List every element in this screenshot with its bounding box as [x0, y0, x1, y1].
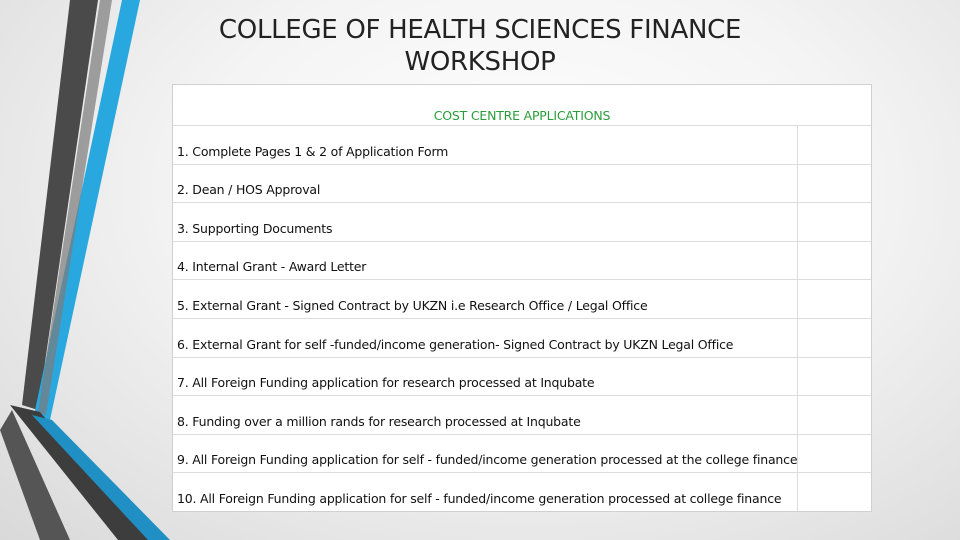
- cost-centre-table: [172, 84, 872, 512]
- row-text: 8. Funding over a million rands for research processed at Inqubate: [177, 413, 581, 429]
- slide-title: [180, 14, 780, 78]
- row-side-cell: [797, 319, 871, 357]
- row-text: 10. All Foreign Funding application for self - funded/income generation processed at college finance: [177, 490, 782, 506]
- title-line-2: WORKSHOP: [404, 47, 556, 77]
- table-row: [173, 395, 871, 434]
- title-line-1: COLLEGE OF HEALTH SCIENCES FINANCE: [218, 15, 742, 45]
- row-side-cell: [797, 126, 871, 164]
- row-text: 3. Supporting Documents: [177, 220, 333, 236]
- table-row: [173, 241, 871, 280]
- row-text: 6. External Grant for self -funded/income generation- Signed Contract by UKZN Legal Office: [177, 336, 734, 352]
- row-side-cell: [797, 473, 871, 511]
- row-side-cell: [797, 280, 871, 318]
- table-row: [173, 279, 871, 318]
- row-text: 4. Internal Grant - Award Letter: [177, 259, 367, 275]
- row-side-cell: [797, 358, 871, 396]
- table-row: [173, 125, 871, 164]
- table-row: [173, 202, 871, 241]
- table-row: [173, 318, 871, 357]
- row-text: 5. External Grant - Signed Contract by UKZN i.e Research Office / Legal Office: [177, 297, 648, 313]
- row-text: 2. Dean / HOS Approval: [177, 182, 321, 198]
- table-row: [173, 164, 871, 203]
- row-text: 9. All Foreign Funding application for self - funded/income generation processed at the college finance: [177, 452, 798, 468]
- row-side-cell: [797, 165, 871, 203]
- table-header: COST CENTRE APPLICATIONS: [433, 108, 611, 123]
- row-side-cell: [797, 435, 871, 473]
- row-text: 7. All Foreign Funding application for research processed at Inqubate: [177, 375, 595, 391]
- table-row: [173, 434, 871, 473]
- table-row: [173, 472, 871, 511]
- row-side-cell: [797, 242, 871, 280]
- decorative-stripes: [0, 0, 170, 540]
- row-side-cell: [797, 203, 871, 241]
- table-row: [173, 357, 871, 396]
- row-side-cell: [797, 396, 871, 434]
- table-header-row: [173, 85, 871, 125]
- row-text: 1. Complete Pages 1 & 2 of Application Form: [177, 143, 449, 159]
